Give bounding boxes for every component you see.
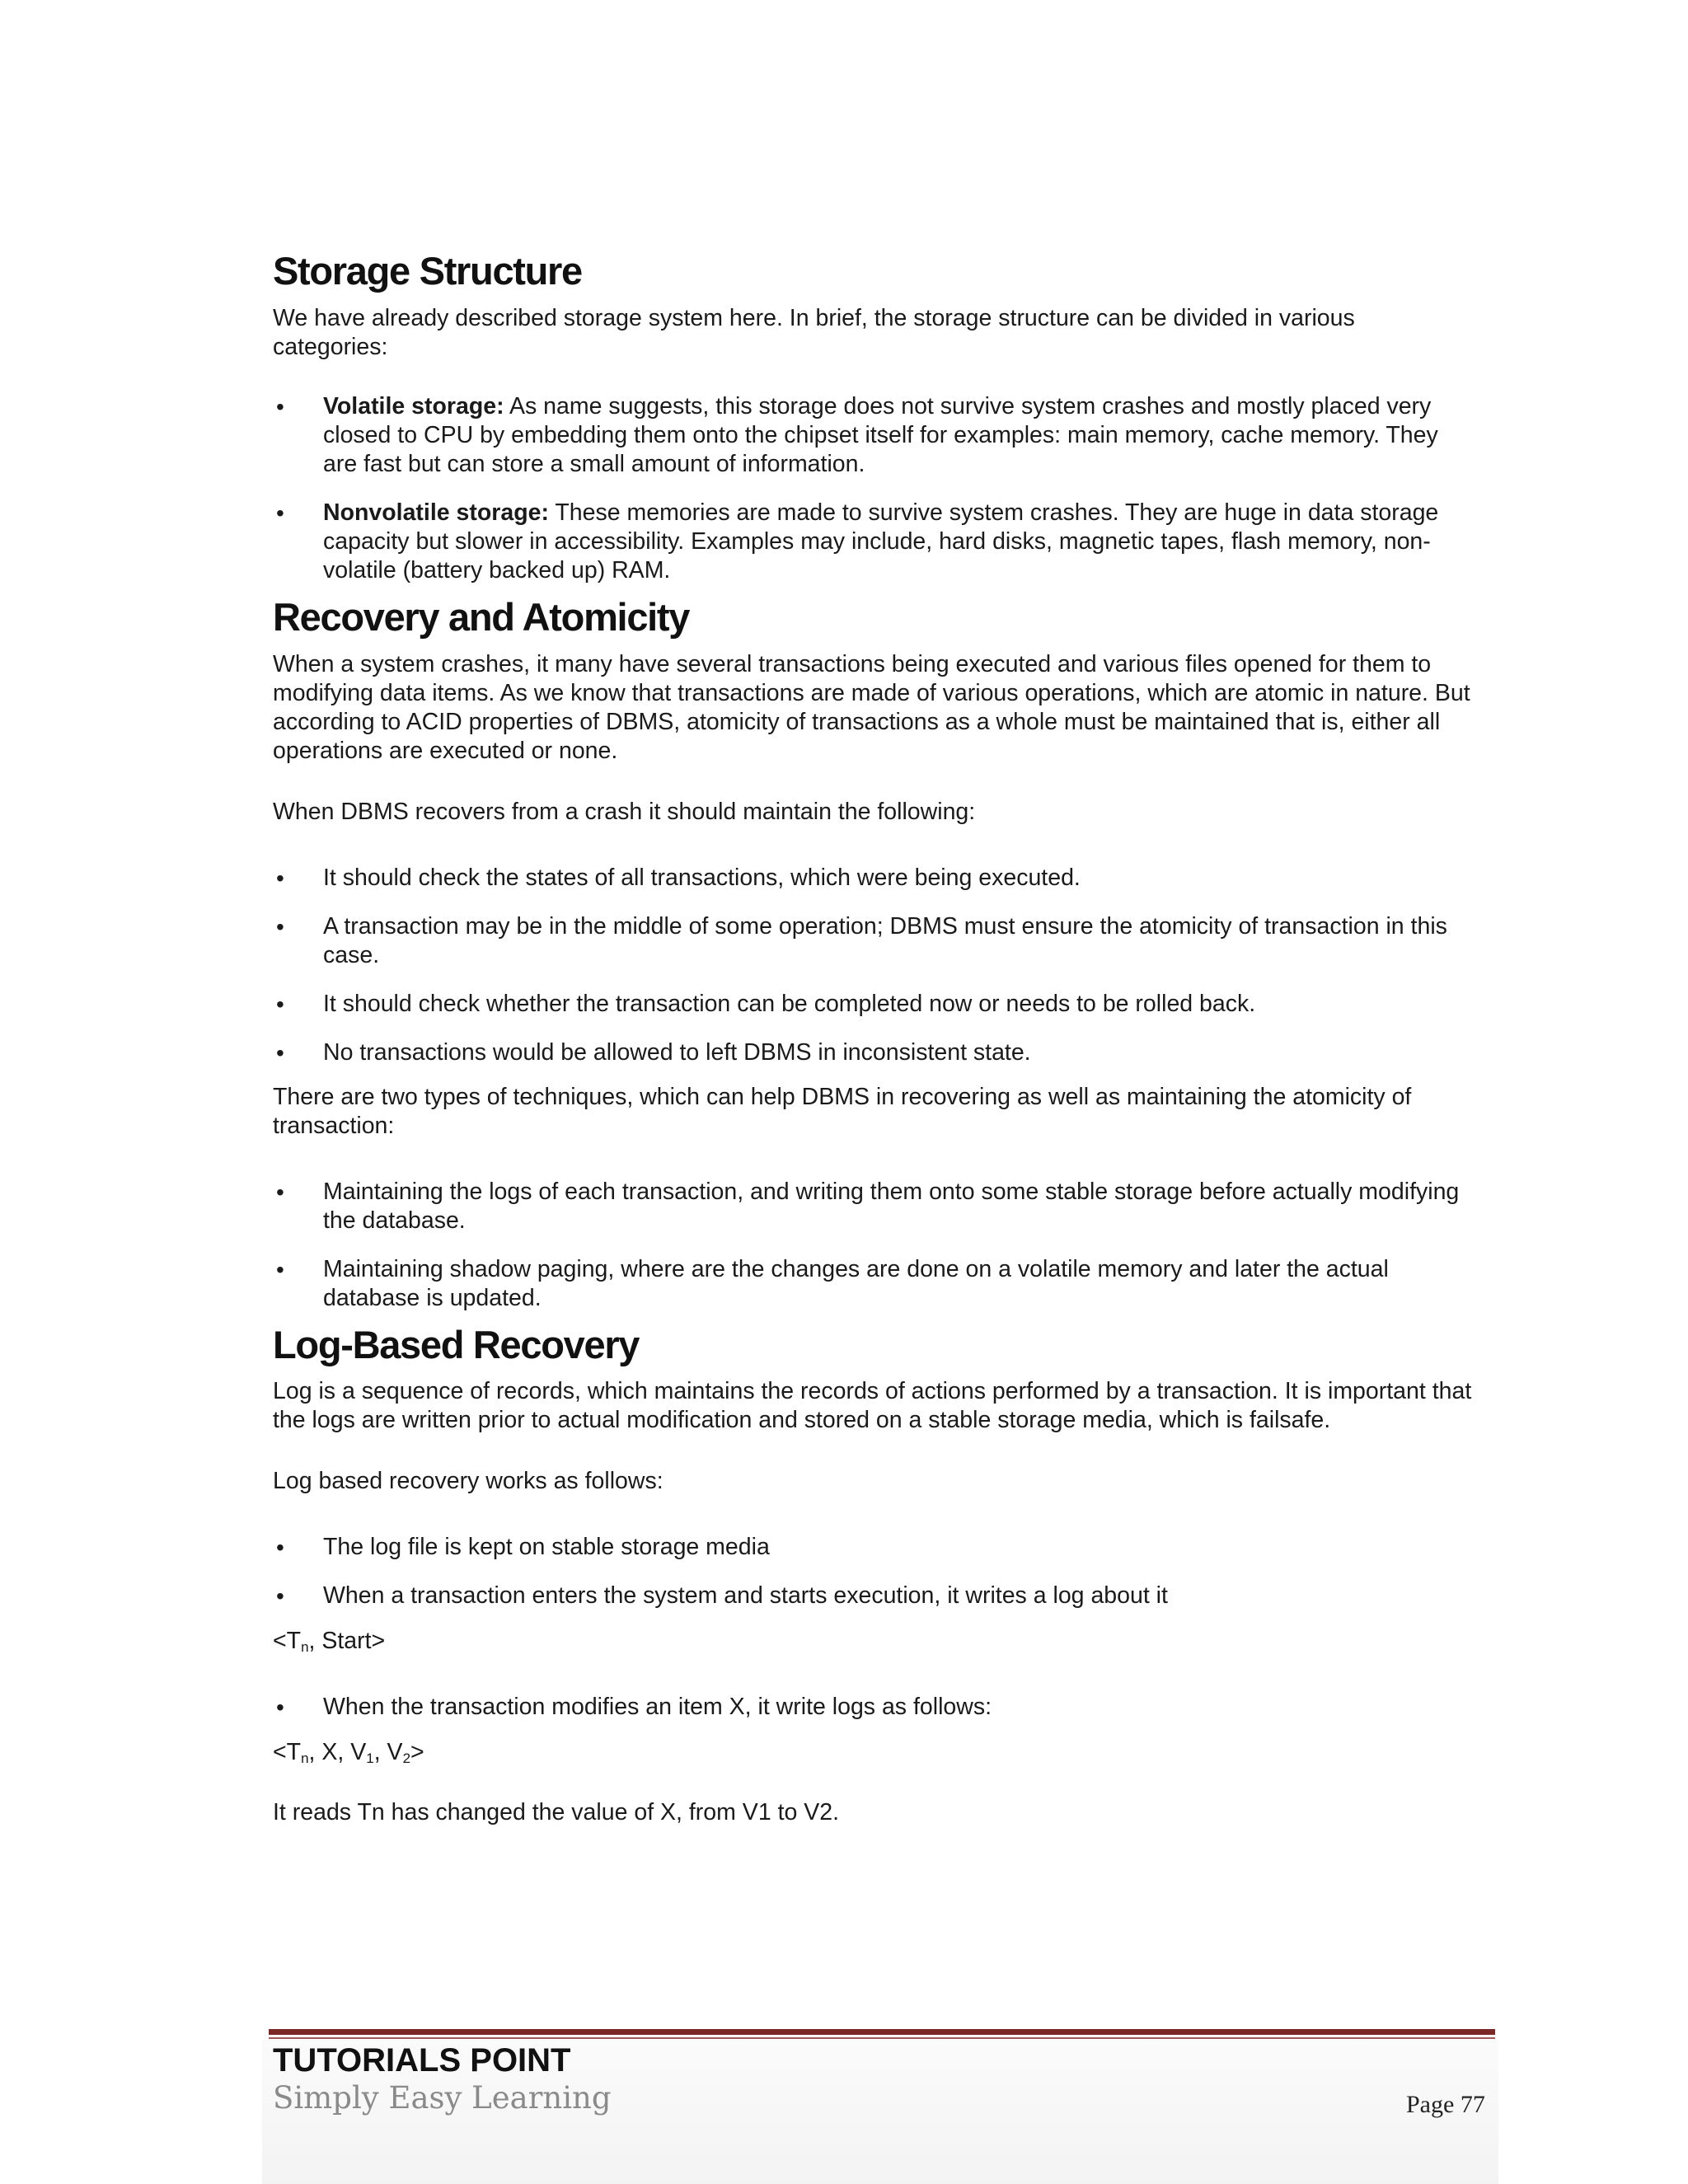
page-content xyxy=(273,247,1476,1827)
footer-rule xyxy=(269,2029,1495,2035)
recovery-list-2 xyxy=(273,1178,1476,1313)
list-item xyxy=(273,1533,1476,1562)
heading-log-based-recovery: Log-Based Recovery xyxy=(273,1322,640,1366)
bullet-icon: • xyxy=(276,393,284,419)
bullet-icon: • xyxy=(276,913,284,940)
storage-list xyxy=(273,392,1476,585)
item-lead: Volatile storage: xyxy=(323,392,504,419)
item-text: It should check whether the transaction can be completed now or needs to be rolled back. xyxy=(323,990,1256,1017)
record-sub: n xyxy=(301,1750,309,1767)
heading-recovery-atomicity: Recovery and Atomicity xyxy=(273,594,690,639)
log-modify-record xyxy=(273,1738,1476,1767)
list-item xyxy=(273,1038,1476,1067)
list-item xyxy=(273,1582,1476,1610)
record-text: , Start> xyxy=(308,1628,386,1655)
log-para-2: Log based recovery works as follows: xyxy=(273,1468,663,1495)
item-text: Maintaining the logs of each transaction, and writing them onto some stable storage before actually modifying the database. xyxy=(323,1178,1460,1234)
recovery-para-1: When a system crashes, it many have several transactions being executed and various files opened for them to modifying data items. As we know that transactions are made of various operations, which are atomic in nature. But according to ACID properties of DBMS, atomicity of transactions as a whole must be maintained that is, either all operations are executed or none. xyxy=(273,650,1470,764)
bullet-icon: • xyxy=(276,865,284,891)
record-text: <T xyxy=(273,1628,302,1655)
item-text: No transactions would be allowed to left DBMS in inconsistent state. xyxy=(323,1038,1031,1066)
recovery-list-1 xyxy=(273,864,1476,1067)
bullet-icon: • xyxy=(276,1694,284,1721)
bullet-icon: • xyxy=(276,1583,284,1610)
list-item xyxy=(273,1255,1476,1313)
item-lead: Nonvolatile storage: xyxy=(323,499,549,526)
record-text: <T xyxy=(273,1739,302,1766)
item-text: When a transaction enters the system and starts execution, it writes a log about it xyxy=(323,1582,1168,1610)
bullet-icon: • xyxy=(276,1256,284,1282)
list-item xyxy=(273,1178,1476,1235)
record-text: > xyxy=(410,1739,424,1766)
page-number: Page 77 xyxy=(1406,2091,1485,2118)
record-sub: 1 xyxy=(366,1750,374,1767)
recovery-para-2: When DBMS recovers from a crash it should maintain the following: xyxy=(273,798,976,825)
record-sub: 2 xyxy=(402,1750,411,1767)
bullet-icon: • xyxy=(276,991,284,1017)
item-text: Maintaining shadow paging, where are the changes are done on a volatile memory and later the actual database is updated. xyxy=(323,1255,1389,1311)
item-text: It should check the states of all transactions, which were being executed. xyxy=(323,864,1081,891)
footer-brand: TUTORIALS POINT xyxy=(273,2042,571,2079)
item-text: When the transaction modifies an item X, it write logs as follows: xyxy=(323,1694,992,1721)
record-sub: n xyxy=(301,1639,309,1656)
list-item xyxy=(273,1693,1476,1722)
log-list-1 xyxy=(273,1533,1476,1610)
bullet-icon: • xyxy=(276,1535,284,1561)
heading-storage-structure: Storage Structure xyxy=(273,249,582,293)
bullet-icon: • xyxy=(276,1179,284,1205)
item-text: The log file is kept on stable storage media xyxy=(323,1534,770,1561)
log-start-record xyxy=(273,1627,1476,1656)
list-item xyxy=(273,499,1476,585)
footer-rule-thin xyxy=(269,2037,1495,2039)
list-item xyxy=(273,990,1476,1019)
item-text: A transaction may be in the middle of some operation; DBMS must ensure the atomicity of transaction in this case. xyxy=(323,912,1447,968)
list-item xyxy=(273,912,1476,970)
log-para-1: Log is a sequence of records, which maintains the records of actions performed by a transaction. It is important that the logs are written prior to actual modification and stored on a stable storage media, which is failsafe. xyxy=(273,1378,1472,1434)
recovery-para-3: There are two types of techniques, which can help DBMS in recovering as well as maintaining the atomicity of transaction: xyxy=(273,1083,1412,1139)
log-list-2 xyxy=(273,1693,1476,1722)
bullet-icon: • xyxy=(276,1039,284,1066)
footer-tagline: Simply Easy Learning xyxy=(273,2080,612,2116)
item-text: These memories are made to survive system crashes. They are huge in data storage capacity but slower in accessibility. Examples may include, hard disks, magnetic tapes, flash memory, non-volatile (battery backed up) RAM. xyxy=(323,499,1439,583)
record-text: , V xyxy=(373,1739,403,1766)
log-para-3: It reads Tn has changed the value of X, from V1 to V2. xyxy=(273,1799,840,1826)
record-text: , X, V xyxy=(308,1739,367,1766)
bullet-icon: • xyxy=(276,499,284,526)
storage-intro: We have already described storage system here. In brief, the storage structure can be divided in various categories: xyxy=(273,304,1355,360)
list-item xyxy=(273,864,1476,893)
item-text: As name suggests, this storage does not survive system crashes and mostly placed very closed to CPU by embedding them onto the chipset itself for examples: main memory, cache memory. They are fast but can store a small amount of information. xyxy=(323,392,1438,477)
list-item xyxy=(273,392,1476,479)
